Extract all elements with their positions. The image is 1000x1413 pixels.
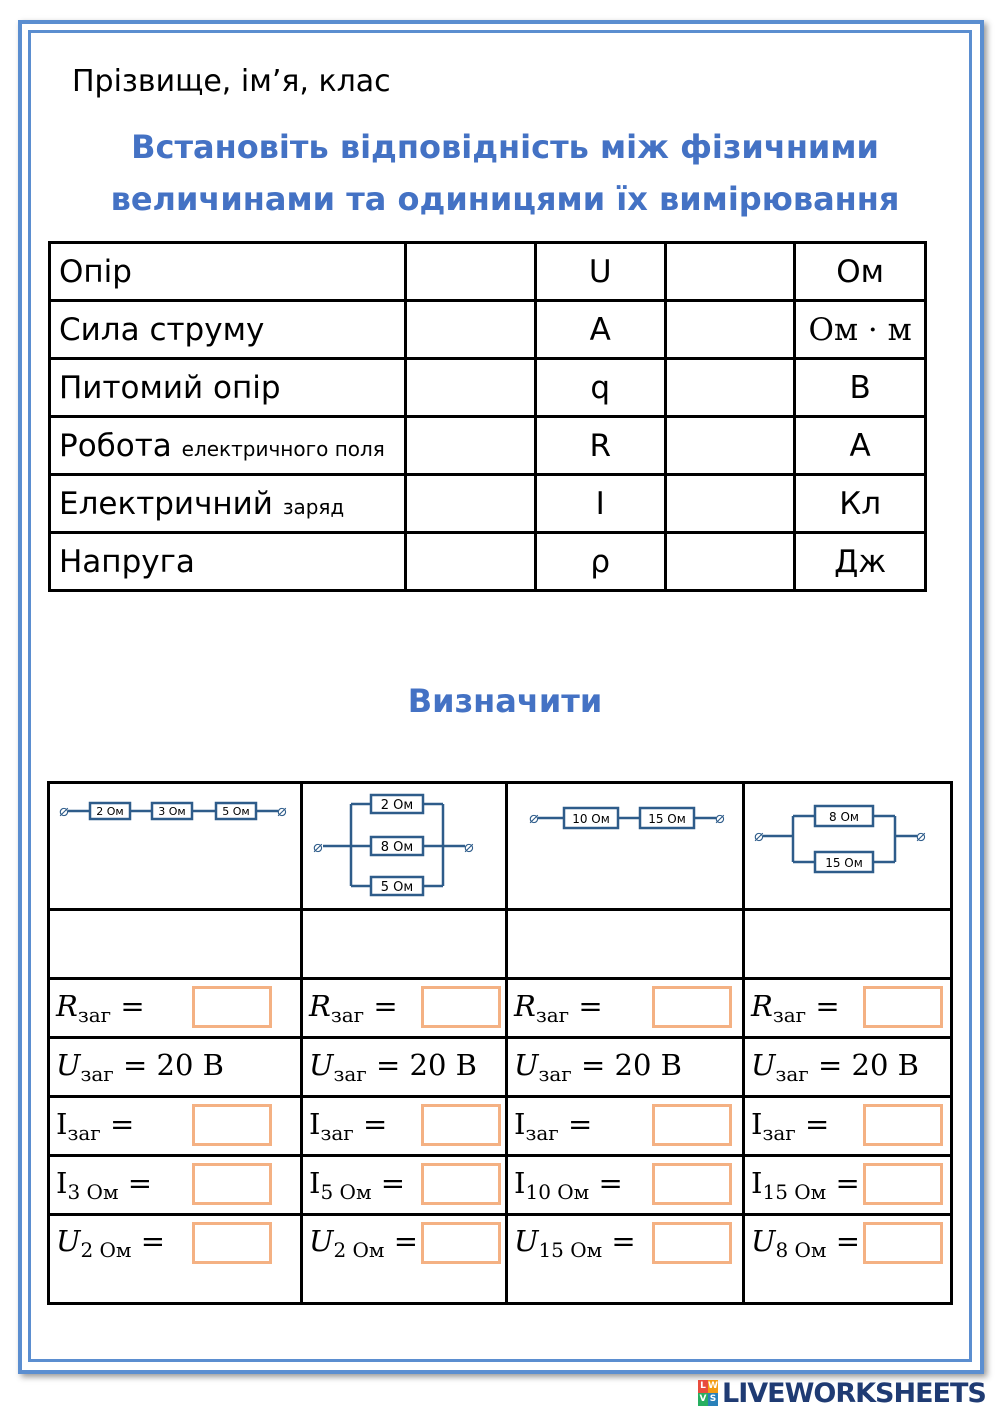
resistor-label: 10 Ом xyxy=(572,812,610,826)
formula-cell xyxy=(302,1215,507,1304)
quantity-name: Питомий опір xyxy=(59,369,281,406)
quantity-name: Опір xyxy=(59,253,132,290)
answer-drop-cell[interactable] xyxy=(406,301,536,359)
logo-letter: L xyxy=(698,1380,708,1393)
total-resistance-row xyxy=(49,979,952,1038)
match-row xyxy=(50,301,926,359)
logo-letter: W xyxy=(708,1381,718,1391)
formula-symbol: U xyxy=(514,1048,539,1082)
answer-input-box[interactable] xyxy=(863,1104,943,1146)
terminal-left: ⌀ xyxy=(529,808,539,827)
partial-current-row xyxy=(49,1156,952,1215)
circuit-cell-4 xyxy=(744,783,952,910)
formula-symbol: R xyxy=(514,989,536,1023)
liveworksheets-logo xyxy=(698,1378,986,1408)
terminal-right: ⌀ xyxy=(277,801,287,820)
formula-subscript: 10 Ом xyxy=(525,1180,590,1204)
answer-input-box[interactable] xyxy=(192,1222,272,1264)
blank-cell xyxy=(744,910,952,979)
resistor-label: 2 Ом xyxy=(96,805,124,818)
resistor-label: 8 Ом xyxy=(829,810,859,824)
match-row xyxy=(50,533,926,591)
total-current-row xyxy=(49,1097,952,1156)
calculation-table xyxy=(47,781,953,1305)
formula-equals: = xyxy=(589,1166,623,1200)
answer-drop-cell[interactable] xyxy=(665,359,795,417)
formula-symbol: I xyxy=(309,1166,321,1200)
terminal-left: ⌀ xyxy=(313,837,323,856)
formula-symbol: R xyxy=(56,989,78,1023)
answer-drop-cell[interactable] xyxy=(406,533,536,591)
formula-cell xyxy=(744,1156,952,1215)
match-row xyxy=(50,475,926,533)
answer-drop-cell[interactable] xyxy=(406,417,536,475)
formula-equals: = xyxy=(826,1224,861,1258)
formula-symbol: I xyxy=(514,1107,526,1141)
circuit-cell-3 xyxy=(507,783,744,910)
formula-subscript: заг xyxy=(330,1003,365,1027)
formula-equals: = xyxy=(602,1224,636,1258)
answer-input-box[interactable] xyxy=(652,986,732,1028)
answer-drop-cell[interactable] xyxy=(406,475,536,533)
resistor-label: 2 Ом xyxy=(380,798,414,813)
formula-cell xyxy=(49,1097,302,1156)
formula-symbol: I xyxy=(514,1166,526,1200)
logo-letter: V xyxy=(699,1394,707,1404)
answer-input-box[interactable] xyxy=(192,1104,272,1146)
symbol-cell: U xyxy=(535,243,665,301)
formula-symbol: R xyxy=(751,989,773,1023)
symbol-cell: ρ xyxy=(535,533,665,591)
quantity-name: Напруга xyxy=(59,543,195,580)
partial-voltage-row xyxy=(49,1215,952,1304)
answer-drop-cell[interactable] xyxy=(406,243,536,301)
unit-cell: В xyxy=(795,359,926,417)
answer-drop-cell[interactable] xyxy=(665,475,795,533)
answer-input-box[interactable] xyxy=(652,1222,732,1264)
formula-subscript: заг xyxy=(77,1003,112,1027)
terminal-right: ⌀ xyxy=(464,837,474,856)
formula-cell xyxy=(49,1215,302,1304)
formula-cell xyxy=(49,1156,302,1215)
circuit-cell-1 xyxy=(49,783,302,910)
answer-drop-cell[interactable] xyxy=(665,243,795,301)
formula-cell xyxy=(744,1097,952,1156)
formula-symbol: U xyxy=(309,1048,334,1082)
answer-input-box[interactable] xyxy=(421,1163,501,1205)
formula-subscript: заг xyxy=(80,1062,114,1086)
formula-equals: = xyxy=(353,1107,388,1141)
parallel-circuit-diagram-4 xyxy=(745,784,950,904)
formula-subscript: 3 Ом xyxy=(67,1180,119,1204)
formula-equals: = xyxy=(100,1107,135,1141)
formula-symbol: I xyxy=(751,1107,763,1141)
formula-subscript: 15 Ом xyxy=(762,1180,827,1204)
formula-equals: = xyxy=(806,989,840,1023)
formula-symbol: I xyxy=(309,1107,321,1141)
formula-symbol: U xyxy=(751,1224,776,1258)
formula-cell xyxy=(744,1215,952,1304)
quantity-cell xyxy=(50,301,406,359)
unit-cell: А xyxy=(795,417,926,475)
formula-subscript: заг xyxy=(535,1003,570,1027)
quantity-small-text: електричного поля xyxy=(181,436,385,461)
formula-subscript: заг xyxy=(775,1062,809,1086)
symbol-cell: R xyxy=(535,417,665,475)
formula-subscript: 15 Ом xyxy=(538,1238,603,1262)
unit-cell: Ом · м xyxy=(795,301,926,359)
quantity-cell xyxy=(50,475,406,533)
symbol-cell: q xyxy=(535,359,665,417)
answer-drop-cell[interactable] xyxy=(665,417,795,475)
quantity-cell xyxy=(50,533,406,591)
task2-title: Визначити xyxy=(407,682,603,720)
formula-subscript: заг xyxy=(525,1121,559,1145)
symbol-cell: A xyxy=(535,301,665,359)
answer-input-box[interactable] xyxy=(421,986,501,1028)
formula-equals: = xyxy=(558,1107,593,1141)
quantity-name: Сила струму xyxy=(59,311,265,348)
formula-cell xyxy=(744,1038,952,1097)
circuit-row xyxy=(49,783,952,910)
terminal-left: ⌀ xyxy=(754,826,764,845)
matching-table xyxy=(48,241,927,592)
unit-cell: Кл xyxy=(795,475,926,533)
answer-input-box[interactable] xyxy=(863,1163,943,1205)
task1-title-line2: величинами та одиницями їх вимірювання xyxy=(110,180,900,218)
formula-cell xyxy=(302,1097,507,1156)
formula-symbol: R xyxy=(309,989,331,1023)
parallel-circuit-diagram-2 xyxy=(303,784,505,904)
formula-cell xyxy=(302,1038,507,1097)
formula-symbol: U xyxy=(751,1048,776,1082)
blank-cell xyxy=(49,910,302,979)
logo-icon xyxy=(698,1380,718,1406)
formula-symbol: I xyxy=(56,1107,68,1141)
formula-cell xyxy=(49,979,302,1038)
answer-input-box[interactable] xyxy=(863,986,943,1028)
formula-subscript: 5 Ом xyxy=(320,1180,372,1204)
student-name-label: Прізвище, ім’я, клас xyxy=(72,64,391,99)
formula-equals: = 20 В xyxy=(113,1048,224,1082)
logo-text: LIVEWORKSHEETS xyxy=(722,1377,986,1409)
quantity-cell xyxy=(50,359,406,417)
formula-cell xyxy=(507,1156,744,1215)
blank-cell xyxy=(507,910,744,979)
formula-subscript: 2 Ом xyxy=(80,1238,132,1262)
formula-equals: = xyxy=(826,1166,860,1200)
series-circuit-diagram-1 xyxy=(50,784,300,904)
logo-letter: S xyxy=(709,1394,717,1404)
quantity-name: Електричний xyxy=(59,485,283,522)
terminal-right: ⌀ xyxy=(715,808,725,827)
match-row xyxy=(50,417,926,475)
formula-cell xyxy=(744,979,952,1038)
formula-symbol: U xyxy=(309,1224,334,1258)
formula-subscript: заг xyxy=(772,1003,807,1027)
formula-symbol: I xyxy=(56,1166,68,1200)
formula-subscript: 8 Ом xyxy=(775,1238,827,1262)
formula-equals: = xyxy=(371,1166,406,1200)
formula-equals: = 20 В xyxy=(808,1048,919,1082)
formula-equals: = 20 В xyxy=(571,1048,682,1082)
circuit-cell-2 xyxy=(302,783,507,910)
formula-subscript: 2 Ом xyxy=(333,1238,385,1262)
terminal-left: ⌀ xyxy=(59,801,69,820)
quantity-small-text: заряд xyxy=(282,494,345,519)
formula-equals: = xyxy=(384,1224,419,1258)
formula-equals: = xyxy=(118,1166,153,1200)
formula-symbol: I xyxy=(751,1166,763,1200)
answer-drop-cell[interactable] xyxy=(665,301,795,359)
series-circuit-diagram-3 xyxy=(508,784,742,904)
task1-title-line1: Встановіть відповідність між фізичними xyxy=(131,128,879,166)
answer-input-box[interactable] xyxy=(421,1222,501,1264)
total-voltage-row xyxy=(49,1038,952,1097)
unit-cell: Ом xyxy=(795,243,926,301)
formula-subscript: заг xyxy=(67,1121,101,1145)
formula-cell xyxy=(507,979,744,1038)
formula-equals: = xyxy=(131,1224,166,1258)
quantity-name: Робота xyxy=(59,427,182,464)
answer-input-box[interactable] xyxy=(421,1104,501,1146)
formula-symbol: U xyxy=(56,1048,81,1082)
resistor-label: 15 Ом xyxy=(825,856,863,870)
resistor-label: 5 Ом xyxy=(380,880,414,895)
formula-equals: = xyxy=(364,989,398,1023)
formula-cell xyxy=(49,1038,302,1097)
formula-cell xyxy=(302,979,507,1038)
blank-cell xyxy=(302,910,507,979)
formula-equals: = xyxy=(795,1107,830,1141)
formula-equals: = xyxy=(569,989,603,1023)
formula-equals: = xyxy=(111,989,145,1023)
answer-input-box[interactable] xyxy=(652,1163,732,1205)
formula-subscript: заг xyxy=(320,1121,354,1145)
formula-cell xyxy=(302,1156,507,1215)
answer-drop-cell[interactable] xyxy=(406,359,536,417)
formula-subscript: заг xyxy=(538,1062,572,1086)
answer-drop-cell[interactable] xyxy=(665,533,795,591)
formula-cell xyxy=(507,1215,744,1304)
formula-symbol: U xyxy=(56,1224,81,1258)
answer-input-box[interactable] xyxy=(652,1104,732,1146)
quantity-cell xyxy=(50,417,406,475)
formula-cell xyxy=(507,1038,744,1097)
answer-input-box[interactable] xyxy=(192,1163,272,1205)
match-row xyxy=(50,243,926,301)
formula-symbol: U xyxy=(514,1224,539,1258)
resistor-label: 5 Ом xyxy=(222,805,250,818)
formula-subscript: заг xyxy=(762,1121,796,1145)
match-row xyxy=(50,359,926,417)
symbol-cell: I xyxy=(535,475,665,533)
blank-row xyxy=(49,910,952,979)
formula-equals: = 20 В xyxy=(366,1048,477,1082)
resistor-label: 15 Ом xyxy=(648,812,686,826)
resistor-label: 3 Ом xyxy=(158,805,186,818)
terminal-right: ⌀ xyxy=(916,826,926,845)
answer-input-box[interactable] xyxy=(192,986,272,1028)
answer-input-box[interactable] xyxy=(863,1222,943,1264)
formula-cell xyxy=(507,1097,744,1156)
formula-subscript: заг xyxy=(333,1062,367,1086)
unit-cell: Дж xyxy=(795,533,926,591)
quantity-cell xyxy=(50,243,406,301)
resistor-label: 8 Ом xyxy=(380,840,414,855)
